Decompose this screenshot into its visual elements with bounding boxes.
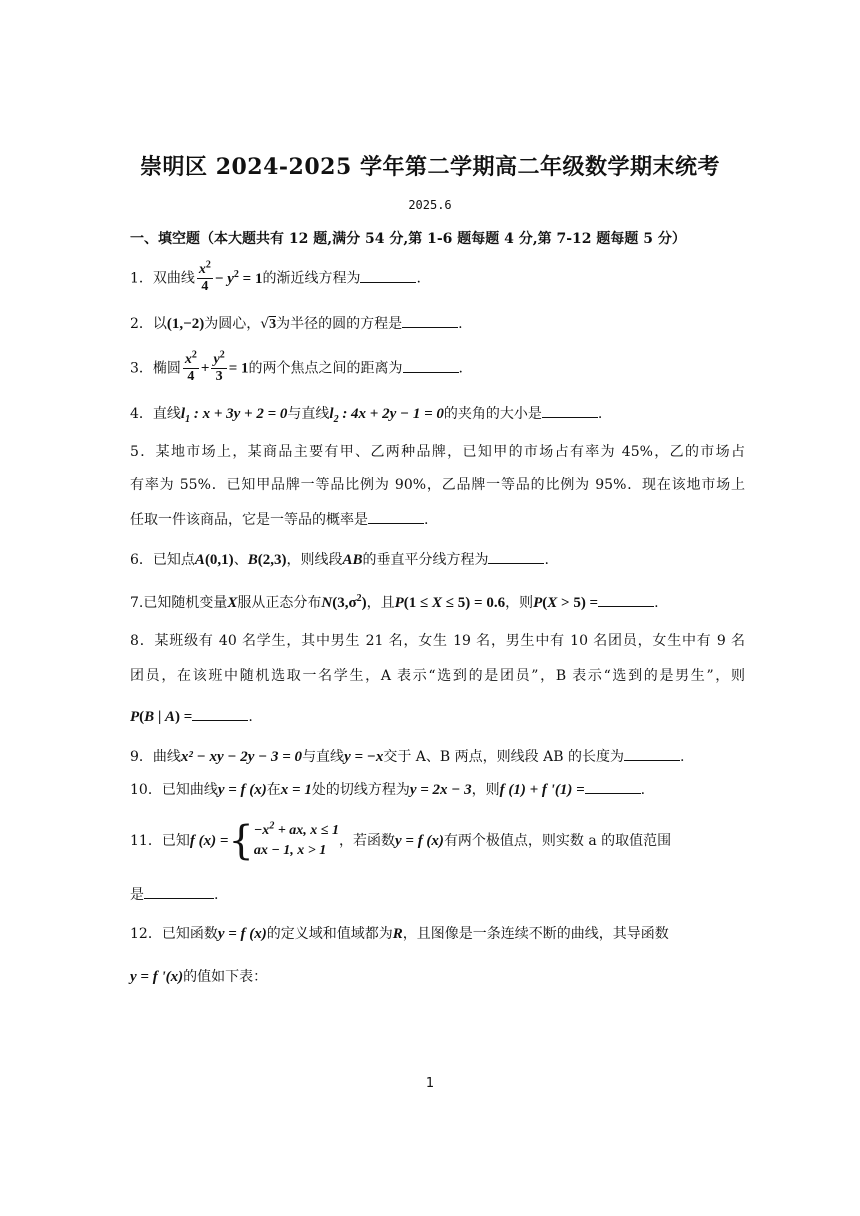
question-12-line-2: y = f '(x)的值如下表： <box>130 969 268 985</box>
question-6: 6．已知点A(0,1)、B(2,3)，则线段AB的垂直平分线方程为 . <box>130 549 745 570</box>
question-5-line-1: 5．某地市场上，某商品主要有甲、乙两种品牌，已知甲的市场占有率为 45%，乙的市场占 <box>130 444 745 460</box>
sqrt-symbol: √3 <box>260 316 277 332</box>
page-number: 1 <box>425 1076 435 1091</box>
answer-blank <box>368 509 424 524</box>
question-1: 1．双曲线 $\frac{x^2}{4}$ − $y^2 = 1$的渐近线方程为 . <box>130 259 421 294</box>
question-5-line-3: 任取一件该商品，它是一等品的概率是 . <box>130 509 745 530</box>
q1-fraction: $\frac{x^2}{4}$ <box>198 259 211 294</box>
question-10: 10．已知曲线y = f (x)在x = 1处的切线方程为y = 2x − 3，则f (1) + f '(1) = . <box>130 779 745 800</box>
piecewise-cases: $-x^2$ + ax, x ≤ 1 ax − 1, x > 1 <box>253 820 339 858</box>
question-4: 4．直线$l_1$ : x + 3y + 2 = 0与直线$l_2$ : 4x + 2y − 1 = 0的夹角的大小是 . <box>130 403 745 424</box>
answer-blank <box>402 313 458 328</box>
question-3: 3．椭圆 $\frac{x^2}{4}$ + $\frac{y^2}{3}$ = 1的两个焦点之间的距离为 . <box>130 349 463 384</box>
question-11: 11．已知f (x) ={ $-x^2$ + ax, x ≤ 1 ax − 1, x > 1 ，若函数y = f (x)有两个极值点，则实数 a 的取值范围 <box>130 818 672 864</box>
answer-blank <box>192 706 248 721</box>
answer-blank <box>144 884 214 899</box>
section-heading: 一、填空题（本大题共有 12 题,满分 54 分,第 1-6 题每题 4 分,第 7-12 题每题 5 分） <box>130 231 686 247</box>
question-11-line-2: 是 . <box>130 884 745 905</box>
q1-text-2: 的渐近线方程为 <box>262 270 361 287</box>
answer-blank <box>542 403 598 418</box>
answer-blank <box>624 746 680 761</box>
answer-blank <box>585 779 641 794</box>
question-9: 9．曲线x² − xy − 2y − 3 = 0与直线y = −x交于 A、B 两点，则线段 AB 的长度为 . <box>130 746 745 767</box>
question-8-line-3: P(B | A) = . <box>130 706 745 727</box>
question-2: 2．以(1,−2)为圆心，√3为半径的圆的方程是 . <box>130 313 745 335</box>
q3-fraction-y: $\frac{y^2}{3}$ <box>213 349 225 384</box>
question-8-line-2: 团员，在该班中随机选取一名学生，A 表示“选到的是团员”，B 表示“选到的是男生”，则 <box>130 668 745 684</box>
answer-blank <box>360 268 416 283</box>
question-7: 7.已知随机变量X服从正态分布$N(3,\sigma^2)$，且P(1 ≤ X ≤ 5) = 0.6，则P(X > 5) = . <box>130 593 659 611</box>
question-12: 12．已知函数y = f (x)的定义域和值域都为R，且图像是一条连续不断的曲线，其导函数 <box>130 926 669 942</box>
answer-blank <box>598 592 654 607</box>
q1-text: 1．双曲线 <box>130 270 195 287</box>
answer-blank <box>488 549 544 564</box>
question-8-line-1: 8．某班级有 40 名学生，其中男生 21 名，女生 19 名，男生中有 10 名团员，女生中有 9 名 <box>130 633 745 649</box>
q3-fraction-x: $\frac{x^2}{4}$ <box>184 349 197 384</box>
piecewise-brace: { <box>228 818 254 864</box>
answer-blank <box>403 358 459 373</box>
question-5-line-2: 有率为 55%．已知甲品牌一等品比例为 90%，乙品牌一等品的比例为 95%．现在该地市场上 <box>130 477 745 493</box>
q2-center-point: (1,−2) <box>166 316 205 332</box>
page-title: 崇明区 2024-2025 学年第二学期高二年级数学期末统考 <box>140 154 720 180</box>
exam-date: 2025.6 <box>408 198 452 212</box>
